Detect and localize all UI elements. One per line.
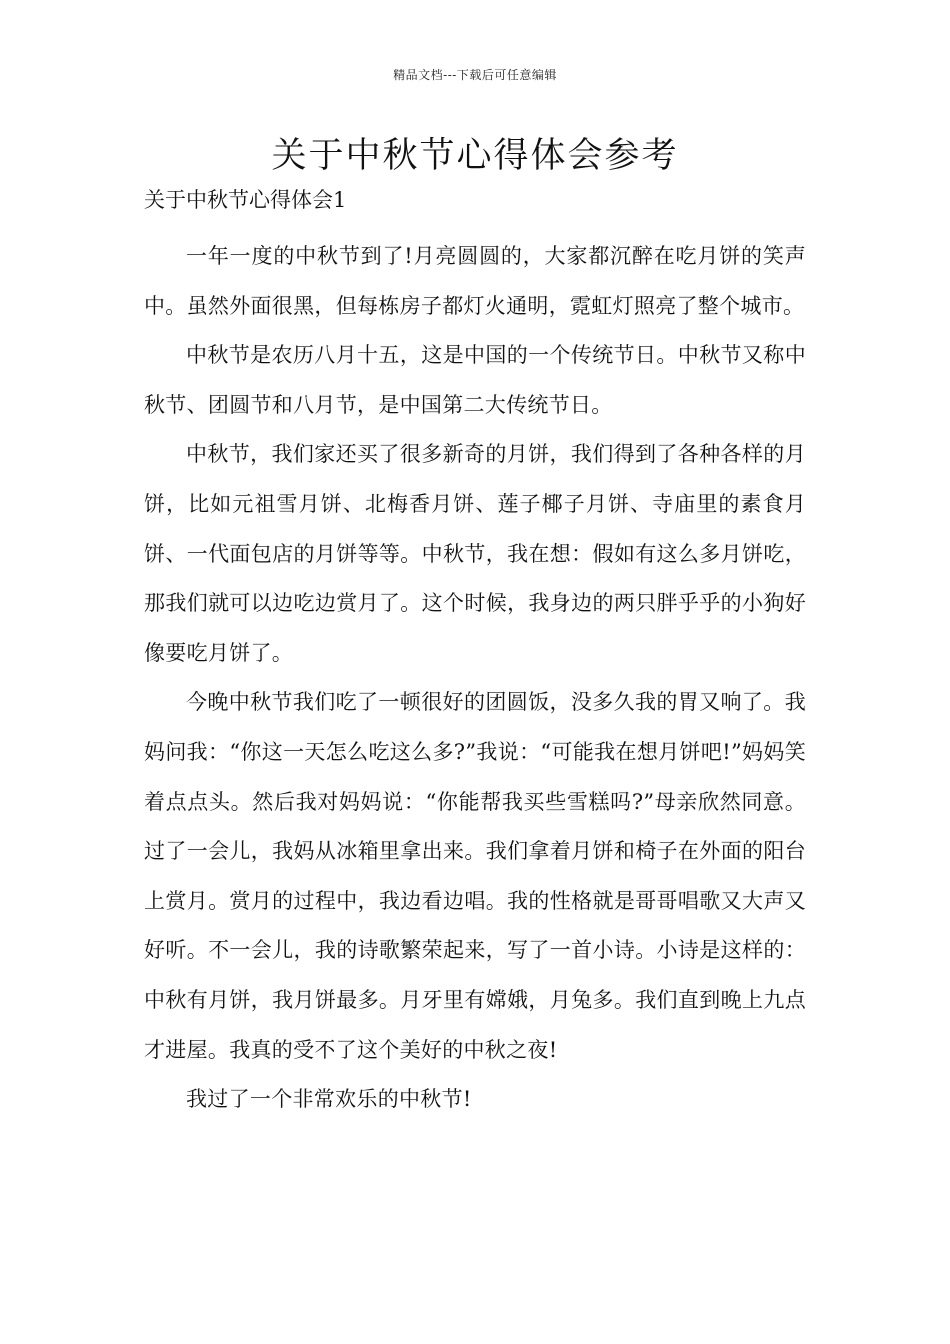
paragraph-2: 中秋节是农历八月十五，这是中国的一个传统节日。中秋节又称中秋节、团圆节和八月节，是中国第二大传统节日。 bbox=[144, 343, 806, 417]
document-body bbox=[144, 182, 806, 1125]
document-title: 关于中秋节心得体会参考 bbox=[271, 136, 679, 176]
section-heading: 关于中秋节心得体会1 bbox=[144, 188, 347, 212]
header-note: 精品文档---下载后可任意编辑 bbox=[393, 68, 557, 82]
paragraph-4: 今晚中秋节我们吃了一顿很好的团圆饭，没多久我的胃又响了。我妈问我：“你这一天怎么吃这么多?”我说：“可能我在想月饼吧!”妈妈笑着点点头。然后我对妈妈说：“你能帮我买些雪糕吗?”母亲欣然同意。过了一会儿，我妈从冰箱里拿出来。我们拿着月饼和椅子在外面的阳台上赏月。赏月的过程中，我边看边唱。我的性格就是哥哥唱歌又大声又好听。不一会儿，我的诗歌繁荣起来，写了一首小诗。小诗是这样的：中秋有月饼，我月饼最多。月牙里有嫦娥，月兔多。我们直到晚上九点才进屋。我真的受不了这个美好的中秋之夜! bbox=[144, 690, 806, 1062]
paragraph-3: 中秋节，我们家还买了很多新奇的月饼，我们得到了各种各样的月饼，比如元祖雪月饼、北梅香月饼、莲子椰子月饼、寺庙里的素食月饼、一代面包店的月饼等等。中秋节，我在想：假如有这么多月饼吃，那我们就可以边吃边赏月了。这个时候，我身边的两只胖乎乎的小狗好像要吃月饼了。 bbox=[144, 442, 806, 665]
paragraph-1: 一年一度的中秋节到了!月亮圆圆的，大家都沉醉在吃月饼的笑声中。虽然外面很黑，但每栋房子都灯火通明，霓虹灯照亮了整个城市。 bbox=[144, 244, 806, 318]
paragraph-5: 我过了一个非常欢乐的中秋节! bbox=[186, 1087, 472, 1112]
